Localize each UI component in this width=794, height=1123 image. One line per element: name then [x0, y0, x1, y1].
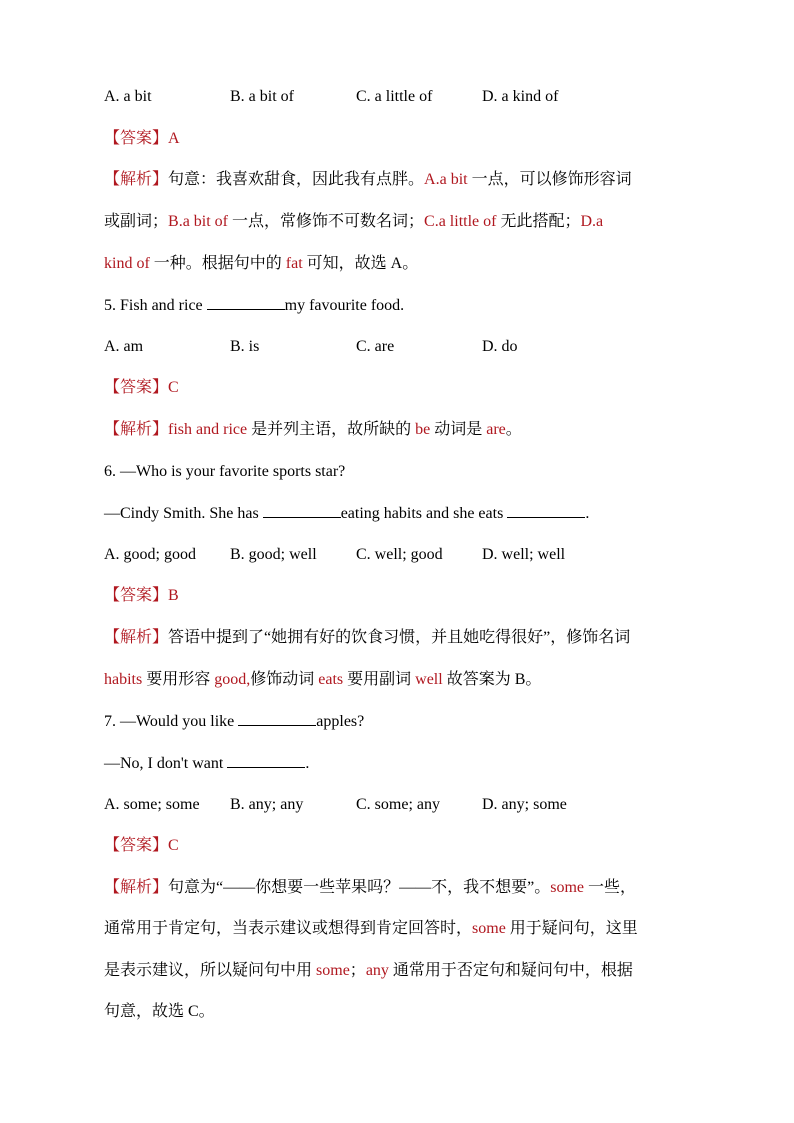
- q4-option-b: B. a bit of: [230, 88, 294, 105]
- answer-blank: [207, 295, 285, 310]
- analysis-keyword: good,: [214, 671, 251, 688]
- q4-option-d: D. a kind of: [482, 88, 559, 105]
- answer-blank: [227, 753, 305, 768]
- analysis-keyword: C.a little of: [424, 213, 497, 230]
- q7-option-b: B. any; any: [230, 796, 304, 813]
- analysis-keyword: well: [415, 671, 443, 688]
- analysis-text: 通常用于肯定句，当表示建议或想得到肯定回答时，: [104, 920, 473, 937]
- q4-analysis-line-1: [104, 170, 632, 190]
- answer-blank: [263, 503, 341, 518]
- analysis-keyword: fish and rice: [168, 421, 248, 438]
- answer-value: C: [168, 379, 179, 396]
- answer-value: B: [168, 587, 179, 604]
- analysis-keyword: A.a bit: [424, 171, 468, 188]
- analysis-keyword: be: [415, 421, 431, 438]
- q6-analysis-line-1: [104, 628, 630, 648]
- q5-option-d: D. do: [482, 338, 518, 355]
- analysis-text: 故答案为 B。: [442, 671, 542, 688]
- analysis-text: 一点，可以修饰形容词: [467, 171, 632, 188]
- analysis-text: 修饰动词: [250, 671, 319, 688]
- answer-blank: [507, 503, 585, 518]
- analysis-keyword: some: [472, 920, 506, 937]
- analysis-keyword: are: [486, 421, 506, 438]
- q6-option-c: C. well; good: [356, 546, 443, 563]
- analysis-text: 用于疑问句，这里: [505, 920, 638, 937]
- question-text: —No, I don't want: [104, 755, 228, 772]
- q7-option-d: D. any; some: [482, 796, 567, 813]
- q7-analysis-line-3: [104, 961, 633, 981]
- analysis-text: 或副词；: [104, 213, 169, 230]
- q5-option-c: C. are: [356, 338, 395, 355]
- analysis-text: 答语中提到了“她拥有好的饮食习惯，并且她吃得很好”，修饰名词: [168, 629, 631, 646]
- q4-analysis-line-2: [104, 212, 603, 232]
- question-text: .: [305, 755, 310, 772]
- analysis-text: ；: [349, 962, 366, 979]
- q7-answer: [104, 836, 179, 856]
- q7-analysis-line-4: [104, 1002, 215, 1022]
- q6-answer: [104, 586, 179, 606]
- question-text: eating habits and she eats: [340, 505, 508, 522]
- q4-option-c: C. a little of: [356, 88, 433, 105]
- answer-value: A: [168, 130, 180, 147]
- q7-reply: [104, 753, 309, 774]
- analysis-text: 无此搭配；: [496, 213, 581, 230]
- q7-analysis-line-2: [104, 919, 638, 939]
- analysis-keyword: some: [550, 879, 585, 896]
- analysis-text: 通常用于否定句和疑问句中，根据: [388, 962, 633, 979]
- analysis-keyword: any: [365, 962, 389, 979]
- analysis-text: 句意：我喜欢甜食，因此我有点胖。: [168, 171, 425, 188]
- analysis-text: 是并列主语，故所缺的: [247, 421, 416, 438]
- q5-option-b: B. is: [230, 338, 260, 355]
- q5-question: [104, 295, 404, 316]
- analysis-keyword: fat: [285, 255, 303, 272]
- answer-blank: [238, 711, 316, 726]
- analysis-label: 【解析】: [104, 629, 169, 646]
- q4-analysis-line-3: [104, 254, 418, 274]
- analysis-keyword: some: [316, 962, 350, 979]
- question-text: —Cindy Smith. She has: [104, 505, 263, 522]
- q6-option-b: B. good; well: [230, 546, 317, 563]
- q6-analysis-line-2: [104, 670, 541, 690]
- q6-reply: [104, 503, 589, 524]
- q7-analysis-line-1: [104, 878, 636, 898]
- analysis-label: 【解析】: [104, 879, 169, 896]
- question-text: .: [585, 505, 590, 522]
- analysis-text: 是表示建议，所以疑问句中用: [104, 962, 317, 979]
- analysis-text: 可知，故选 A。: [302, 255, 419, 272]
- answer-label: 【答案】: [104, 130, 169, 147]
- analysis-text: 一点，常修饰不可数名词；: [228, 213, 425, 230]
- analysis-text: 要用形容: [142, 671, 215, 688]
- question-text: 7. —Would you like: [104, 713, 239, 730]
- analysis-keyword: habits: [104, 671, 143, 688]
- analysis-keyword: kind of: [104, 255, 150, 272]
- analysis-text: 要用副词: [343, 671, 416, 688]
- question-text: apples?: [316, 713, 365, 730]
- answer-label: 【答案】: [104, 587, 169, 604]
- analysis-text: 一些，: [584, 879, 637, 896]
- analysis-text: 动词是: [430, 421, 487, 438]
- q7-option-c: C. some; any: [356, 796, 440, 813]
- q6-option-d: D. well; well: [482, 546, 566, 563]
- q7-option-a: A. some; some: [104, 796, 200, 813]
- analysis-keyword: B.a bit of: [168, 213, 229, 230]
- analysis-label: 【解析】: [104, 171, 169, 188]
- answer-label: 【答案】: [104, 837, 169, 854]
- q5-analysis-line-1: [104, 420, 522, 440]
- q4-option-a: A. a bit: [104, 88, 152, 105]
- question-text: 6. —Who is your favorite sports star?: [104, 463, 346, 480]
- q6-question: [104, 462, 345, 482]
- answer-label: 【答案】: [104, 379, 169, 396]
- q4-answer: [104, 129, 180, 149]
- q7-question: [104, 711, 364, 732]
- analysis-label: 【解析】: [104, 421, 169, 438]
- analysis-text: 一种。根据句中的: [149, 255, 286, 272]
- analysis-text: 句意，故选 C。: [104, 1003, 215, 1020]
- question-text: my favourite food.: [284, 297, 405, 314]
- q5-answer: [104, 378, 179, 398]
- analysis-keyword: eats: [318, 671, 344, 688]
- analysis-text: 句意为“——你想要一些苹果吗？——不，我不想要”。: [168, 879, 551, 896]
- analysis-text: 。: [505, 421, 522, 438]
- answer-value: C: [168, 837, 179, 854]
- question-text: 5. Fish and rice: [104, 297, 207, 314]
- analysis-keyword: D.a: [580, 213, 604, 230]
- q6-option-a: A. good; good: [104, 546, 196, 563]
- q5-option-a: A. am: [104, 338, 144, 355]
